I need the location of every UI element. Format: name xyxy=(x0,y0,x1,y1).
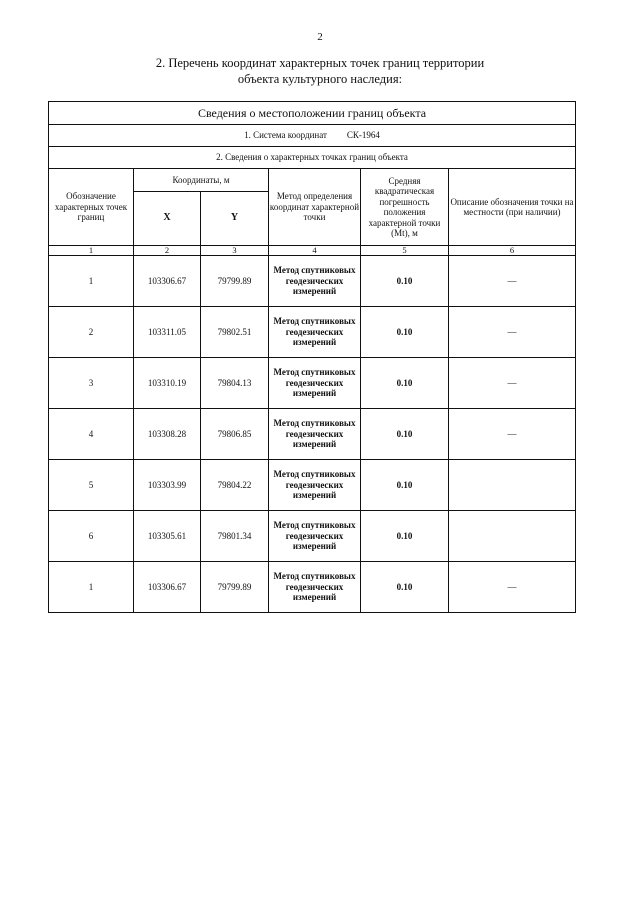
point-cell: 1 xyxy=(49,562,134,613)
points-info-label: 2. Сведения о характерных точках границ объекта xyxy=(49,147,576,169)
coordinates-table xyxy=(48,101,576,613)
point-cell: 5 xyxy=(49,460,134,511)
header-error: Средняя квадратическая погрешность положения характерной точки (Mt), м xyxy=(361,169,449,246)
header-coords: Координаты, м xyxy=(134,169,269,192)
heading-line-1: 2. Перечень координат характерных точек границ территории xyxy=(155,56,485,70)
section-title: Сведения о местоположении границ объекта xyxy=(49,102,576,125)
x-coordinate-cell: 103306.67 xyxy=(134,562,201,613)
error-cell: 0.10 xyxy=(361,562,449,613)
column-number: 4 xyxy=(269,246,361,256)
x-coordinate-cell: 103305.61 xyxy=(134,511,201,562)
column-number: 5 xyxy=(361,246,449,256)
header-method: Метод определения координат характерной точки xyxy=(269,169,361,246)
point-cell: 1 xyxy=(49,256,134,307)
error-cell: 0.10 xyxy=(361,409,449,460)
error-cell: 0.10 xyxy=(361,256,449,307)
y-coordinate-cell: 79799.89 xyxy=(201,256,269,307)
column-number: 2 xyxy=(134,246,201,256)
point-cell: 4 xyxy=(49,409,134,460)
table-row xyxy=(49,307,576,358)
description-cell: — xyxy=(449,409,576,460)
error-cell: 0.10 xyxy=(361,511,449,562)
coord-system-value: СК-1964 xyxy=(346,130,380,141)
header-x: X xyxy=(134,192,201,246)
table-row xyxy=(49,460,576,511)
error-cell: 0.10 xyxy=(361,307,449,358)
table-row xyxy=(49,409,576,460)
description-cell: — xyxy=(449,358,576,409)
x-coordinate-cell: 103311.05 xyxy=(134,307,201,358)
header-y: Y xyxy=(201,192,269,246)
point-cell: 2 xyxy=(49,307,134,358)
description-cell xyxy=(449,460,576,511)
column-number-row xyxy=(49,246,576,256)
point-cell: 3 xyxy=(49,358,134,409)
point-cell: 6 xyxy=(49,511,134,562)
method-cell: Метод спутниковых геодезических измерений xyxy=(269,307,361,358)
table-row xyxy=(49,256,576,307)
x-coordinate-cell: 103310.19 xyxy=(134,358,201,409)
y-coordinate-cell: 79804.22 xyxy=(201,460,269,511)
description-cell: — xyxy=(449,307,576,358)
coord-system-label: 1. Система координат xyxy=(244,130,327,141)
y-coordinate-cell: 79802.51 xyxy=(201,307,269,358)
table-row xyxy=(49,562,576,613)
x-coordinate-cell: 103303.99 xyxy=(134,460,201,511)
error-cell: 0.10 xyxy=(361,460,449,511)
method-cell: Метод спутниковых геодезических измерений xyxy=(269,511,361,562)
x-coordinate-cell: 103308.28 xyxy=(134,409,201,460)
description-cell: — xyxy=(449,562,576,613)
x-coordinate-cell: 103306.67 xyxy=(134,256,201,307)
heading-line-2: объекта культурного наследия: xyxy=(237,72,403,86)
description-cell xyxy=(449,511,576,562)
column-number: 1 xyxy=(49,246,134,256)
method-cell: Метод спутниковых геодезических измерений xyxy=(269,562,361,613)
y-coordinate-cell: 79804.13 xyxy=(201,358,269,409)
column-number: 6 xyxy=(449,246,576,256)
method-cell: Метод спутниковых геодезических измерений xyxy=(269,256,361,307)
header-point: Обозначение характерных точек границ xyxy=(49,169,134,246)
method-cell: Метод спутниковых геодезических измерений xyxy=(269,409,361,460)
document-heading xyxy=(0,55,640,87)
column-number: 3 xyxy=(201,246,269,256)
page-number: 2 xyxy=(317,31,323,43)
y-coordinate-cell: 79799.89 xyxy=(201,562,269,613)
method-cell: Метод спутниковых геодезических измерений xyxy=(269,358,361,409)
coord-system-row xyxy=(49,125,576,147)
y-coordinate-cell: 79801.34 xyxy=(201,511,269,562)
table-row xyxy=(49,358,576,409)
y-coordinate-cell: 79806.85 xyxy=(201,409,269,460)
description-cell: — xyxy=(449,256,576,307)
header-description: Описание обозначения точки на местности (при наличии) xyxy=(449,169,576,246)
method-cell: Метод спутниковых геодезических измерений xyxy=(269,460,361,511)
table-row xyxy=(49,511,576,562)
error-cell: 0.10 xyxy=(361,358,449,409)
